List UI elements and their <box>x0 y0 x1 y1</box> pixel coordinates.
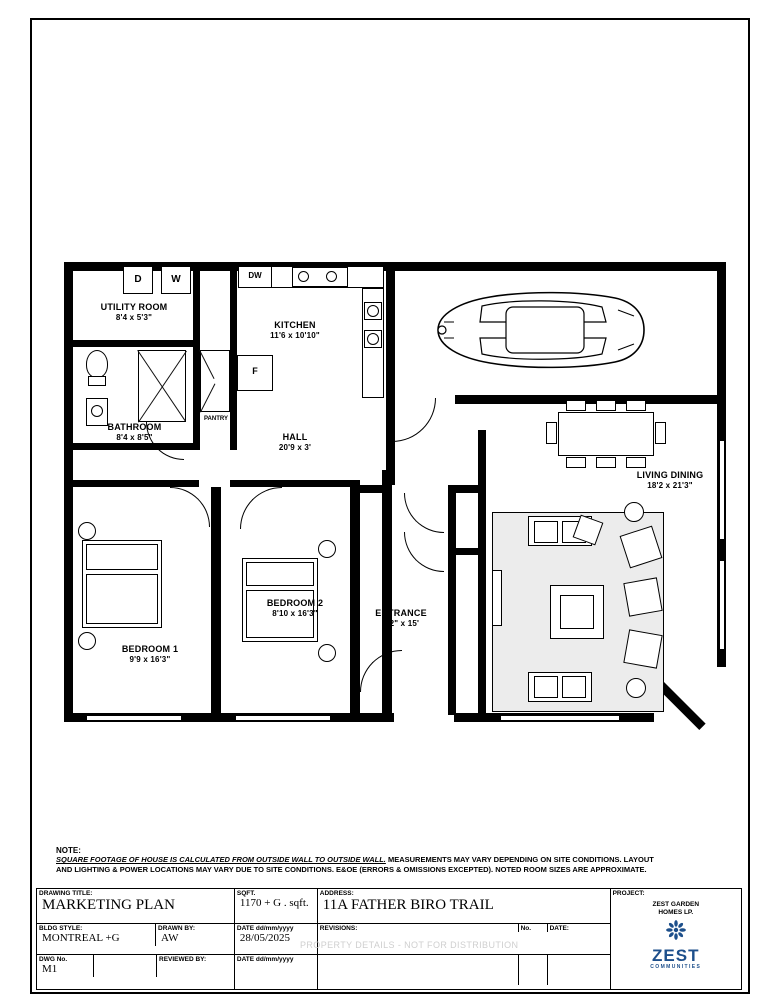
room-dim-living: 18'2 x 21'3" <box>647 481 693 490</box>
room-label-kitchen <box>230 320 360 341</box>
caption-drawing-title: DRAWING TITLE: <box>39 890 93 897</box>
coffee-table-inner <box>560 595 594 629</box>
bed2-pillows <box>246 562 314 586</box>
burner-circle-2 <box>367 333 379 345</box>
wall-utility-right <box>193 262 200 347</box>
appliance-label-dw: DW <box>248 271 262 280</box>
cell-bldg-style-inner <box>37 924 156 946</box>
cell-address <box>317 889 610 924</box>
wall-hall-bottom-left <box>64 480 199 487</box>
cell-dwg-no <box>37 955 235 990</box>
rev-blank-1 <box>318 955 518 985</box>
pantry-label: PANTRY <box>204 416 228 422</box>
appliance-label-f: F <box>252 366 258 376</box>
wall-pantry-left <box>230 355 237 450</box>
door-swing-garage <box>392 398 436 442</box>
watermark-text: PROPERTY DETAILS - NOT FOR DISTRIBUTION <box>300 940 519 950</box>
door-swing-closet-1 <box>404 493 444 533</box>
rev-blank-3 <box>547 955 610 985</box>
cell-drawing-title <box>37 889 235 924</box>
room-label-utility <box>74 302 194 323</box>
cell-reviewed-by <box>157 955 234 977</box>
floor-plan-drawing <box>30 240 730 860</box>
title-block <box>36 888 742 990</box>
room-dim-bedroom1: 9'9 x 16'3" <box>129 655 171 664</box>
sofa-top-cushion-1 <box>534 521 558 543</box>
caption-rev-no: No. <box>520 925 532 932</box>
room-name-living: LIVING DINING <box>636 470 704 480</box>
door-swing-bathroom <box>146 422 184 460</box>
toilet-tank <box>88 376 106 386</box>
wall-kitchen-left <box>230 262 237 362</box>
sofa-bottom-cushion-1 <box>534 676 558 698</box>
note-heading: NOTE: <box>56 846 81 855</box>
console-table <box>492 570 502 626</box>
wall-living-left-upper <box>478 430 486 490</box>
dining-chair-3 <box>626 400 646 411</box>
dining-chair-1 <box>566 400 586 411</box>
value-drawing-title: MARKETING PLAN <box>42 897 175 913</box>
cell-project <box>610 889 741 990</box>
armchair-3 <box>623 629 662 668</box>
room-name-bedroom1: BEDROOM 1 <box>121 644 179 654</box>
wall-hall-bottom-mid <box>230 480 360 487</box>
caption-date: DATE dd/mm/yyyy <box>236 925 294 932</box>
room-name-utility: UTILITY ROOM <box>100 302 168 312</box>
room-dim-kitchen: 11'6 x 10'10" <box>270 331 320 340</box>
caption-drawn-by: DRAWN BY: <box>158 925 196 932</box>
project-line-2: HOMES LP. <box>658 909 694 916</box>
caption-rev-date: DATE: <box>549 925 569 932</box>
wall-utility-bottom <box>64 340 199 347</box>
cell-drawn-by <box>156 924 234 946</box>
caption-reviewed-by: REVIEWED BY: <box>159 956 207 963</box>
cell-rev-date <box>547 924 610 932</box>
window-bedroom1 <box>86 715 182 721</box>
cell-dwg-no-inner <box>37 955 94 977</box>
sofa-bottom-cushion-2 <box>562 676 586 698</box>
sink-basin-right <box>326 271 337 282</box>
room-name-bathroom: BATHROOM <box>107 422 162 432</box>
door-swing-bedroom1 <box>170 487 210 527</box>
logo-wordmark: ZEST <box>652 946 700 965</box>
room-label-bedroom2 <box>235 598 355 619</box>
value-drawn-by: AW <box>161 932 179 944</box>
wall-closet-right <box>478 485 486 555</box>
car-icon <box>420 270 650 390</box>
room-dim-bathroom: 8'4 x 8'5" <box>116 433 153 442</box>
room-name-hall: HALL <box>282 432 308 442</box>
dining-table <box>558 412 654 456</box>
value-address: 11A FATHER BIRO TRAIL <box>322 897 494 913</box>
project-line-1: ZEST GARDEN <box>652 901 700 908</box>
caption-date2: DATE dd/mm/yyyy <box>236 956 294 963</box>
logo-subtitle: COMMUNITIES <box>650 964 702 970</box>
door-swing-bedroom2 <box>240 487 282 529</box>
side-lamp-2 <box>626 678 646 698</box>
wall-garage-separation <box>455 395 723 404</box>
dining-chair-7 <box>546 422 557 444</box>
bed2-lamp-left <box>318 540 336 558</box>
cell-revisions-label <box>318 924 518 932</box>
cell-dwg-blank <box>94 955 157 977</box>
wall-between-bedrooms <box>211 487 221 715</box>
dining-chair-6 <box>626 457 646 468</box>
room-name-entrance: ENTRANCE <box>375 608 427 618</box>
room-label-entrance <box>355 608 447 629</box>
cell-sqft <box>234 889 317 924</box>
window-living-bottom <box>500 715 620 721</box>
value-sqft: 1170 + G . sqft. <box>239 897 309 909</box>
toilet-icon <box>86 350 108 378</box>
appliance-label-w: W <box>171 274 181 285</box>
window-bedroom2 <box>235 715 331 721</box>
room-label-living-dining <box>605 470 735 491</box>
side-lamp-1 <box>624 502 644 522</box>
value-date2 <box>235 963 317 965</box>
rev-blank-2 <box>518 955 547 985</box>
room-label-bedroom1 <box>90 644 210 665</box>
room-dim-hall: 20'9 x 3' <box>278 443 312 452</box>
caption-revisions: REVISIONS: <box>319 925 358 932</box>
flower-icon <box>665 919 687 941</box>
value-date: 28/05/2025 <box>239 932 291 944</box>
room-label-hall <box>240 432 350 453</box>
note-line-1 <box>56 855 722 865</box>
bed2-lamp-right <box>318 644 336 662</box>
dining-chair-2 <box>596 400 616 411</box>
door-swing-entry <box>360 650 402 692</box>
caption-bldg-style: BLDG STYLE: <box>39 925 83 932</box>
caption-sqft: SQFT. <box>236 890 256 897</box>
wall-left-exterior <box>64 262 73 722</box>
value-reviewed-by <box>157 963 234 965</box>
room-name-kitchen: KITCHEN <box>274 320 316 330</box>
bed1-pillows <box>86 544 158 570</box>
note-line-2: AND LIGHTING & POWER LOCATIONS MAY VARY DUE TO SITE CONDITIONS. E&OE (ERRORS & OMISSIONS EXCEPTED). NOTED ROOM SIZES ARE APPROXIMATE. <box>56 864 647 874</box>
room-dim-utility: 8'4 x 5'3" <box>115 313 153 322</box>
wall-living-left-lower <box>478 555 486 715</box>
value-bldg-style: MONTREAL +G <box>42 932 120 944</box>
burner-circle-1 <box>367 305 379 317</box>
value-dwg-no: M1 <box>42 963 58 975</box>
room-dim-entrance: 4'2" x 15' <box>382 619 420 628</box>
dining-chair-4 <box>566 457 586 468</box>
armchair-2 <box>623 577 662 616</box>
appliance-label-d: D <box>134 274 142 285</box>
zest-logo <box>611 917 741 970</box>
caption-project: PROJECT: <box>612 890 645 897</box>
cell-rev-no <box>518 924 547 932</box>
note-block <box>56 846 722 874</box>
project-name <box>611 897 741 917</box>
caption-dwg-no: DWG No. <box>39 956 68 963</box>
wall-entrance-right <box>448 485 456 715</box>
dining-chair-8 <box>655 422 666 444</box>
window-living-right-2 <box>719 560 725 650</box>
room-name-bedroom2: BEDROOM 2 <box>266 598 324 608</box>
caption-address: ADDRESS: <box>319 890 354 897</box>
note-underlined: SQUARE FOOTAGE OF HOUSE IS CALCULATED FROM OUTSIDE WALL TO OUTSIDE WALL. <box>56 855 386 864</box>
wall-right-garage <box>717 262 726 402</box>
bed1-duvet <box>86 574 158 624</box>
note-line1-rest: MEASUREMENTS MAY VARY DEPENDING ON SITE CONDITIONS. LAYOUT <box>385 855 654 864</box>
sink-basin-left <box>298 271 309 282</box>
dining-chair-5 <box>596 457 616 468</box>
cell-revisions-blank <box>317 955 610 990</box>
room-dim-bedroom2: 8'10 x 16'3" <box>272 609 318 618</box>
basin-icon <box>91 405 103 417</box>
bed1-lamp-left <box>78 522 96 540</box>
door-swing-closet-2 <box>404 532 444 572</box>
cell-bldg-style <box>37 924 235 955</box>
cell-date2 <box>234 955 317 990</box>
